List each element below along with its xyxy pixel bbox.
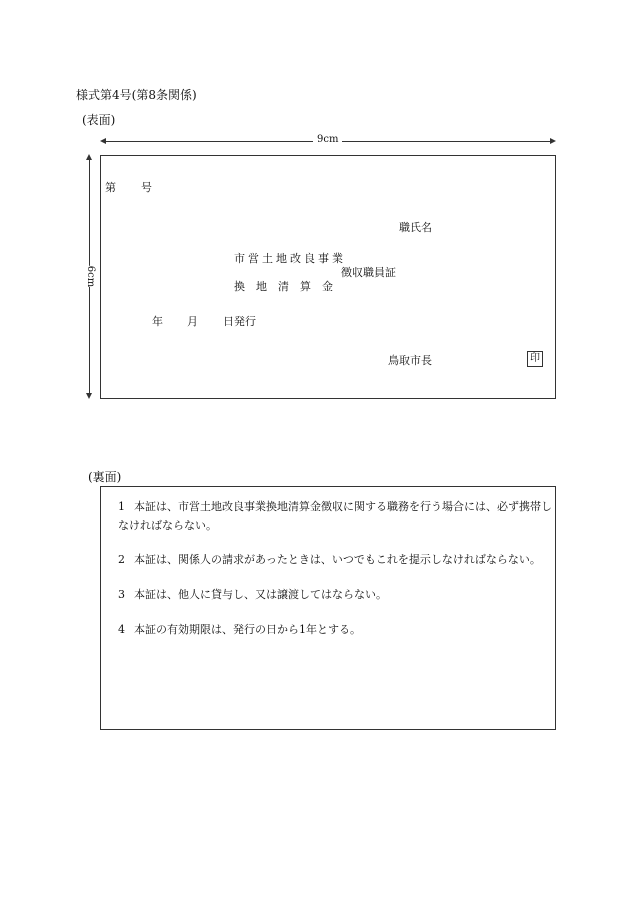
back-item-2	[118, 550, 554, 569]
back-item-4	[118, 620, 554, 639]
height-dimension-label: 6cm	[85, 265, 97, 288]
arrow-right-icon	[550, 138, 556, 144]
front-card	[100, 155, 556, 399]
back-item-number: 2	[118, 553, 125, 566]
back-item-text: 本証は、関係人の請求があったときは、いつでもこれを提示しなければならない。	[134, 553, 541, 566]
arrow-down-icon	[86, 393, 92, 399]
back-item-number: 4	[118, 623, 125, 636]
back-item-number: 3	[118, 588, 125, 601]
form-title: 様式第4号(第8条関係)	[76, 88, 197, 102]
number-suffix: 号	[141, 181, 152, 194]
front-label: (表面)	[82, 113, 116, 127]
back-item-3	[118, 585, 554, 604]
back-item-number: 1	[118, 500, 125, 513]
date-month: 月	[187, 315, 198, 328]
back-item-text: 本証は、市営土地改良事業換地清算金徴収に関する職務を行う場合には、必ず携帯しなければならない。	[118, 500, 552, 532]
number-label: 第	[105, 181, 116, 194]
position-name: 職氏名	[399, 221, 432, 234]
back-item-text: 本証の有効期限は、発行の日から1年とする。	[134, 623, 361, 636]
date-day-issue: 日発行	[223, 315, 256, 328]
back-item-text: 本証は、他人に貸与し、又は譲渡してはならない。	[134, 588, 387, 601]
project-line1: 市営土地改良事業	[234, 252, 346, 265]
seal-icon: 印	[527, 351, 543, 367]
back-label: (裏面)	[88, 470, 122, 484]
width-dimension-label: 9cm	[313, 134, 342, 145]
issuer: 鳥取市長	[388, 354, 432, 367]
back-item-1	[118, 497, 554, 535]
project-line2: 換 地 清 算 金	[234, 280, 333, 293]
date-year: 年	[152, 315, 163, 328]
certificate-type: 徴収職員証	[341, 266, 396, 279]
